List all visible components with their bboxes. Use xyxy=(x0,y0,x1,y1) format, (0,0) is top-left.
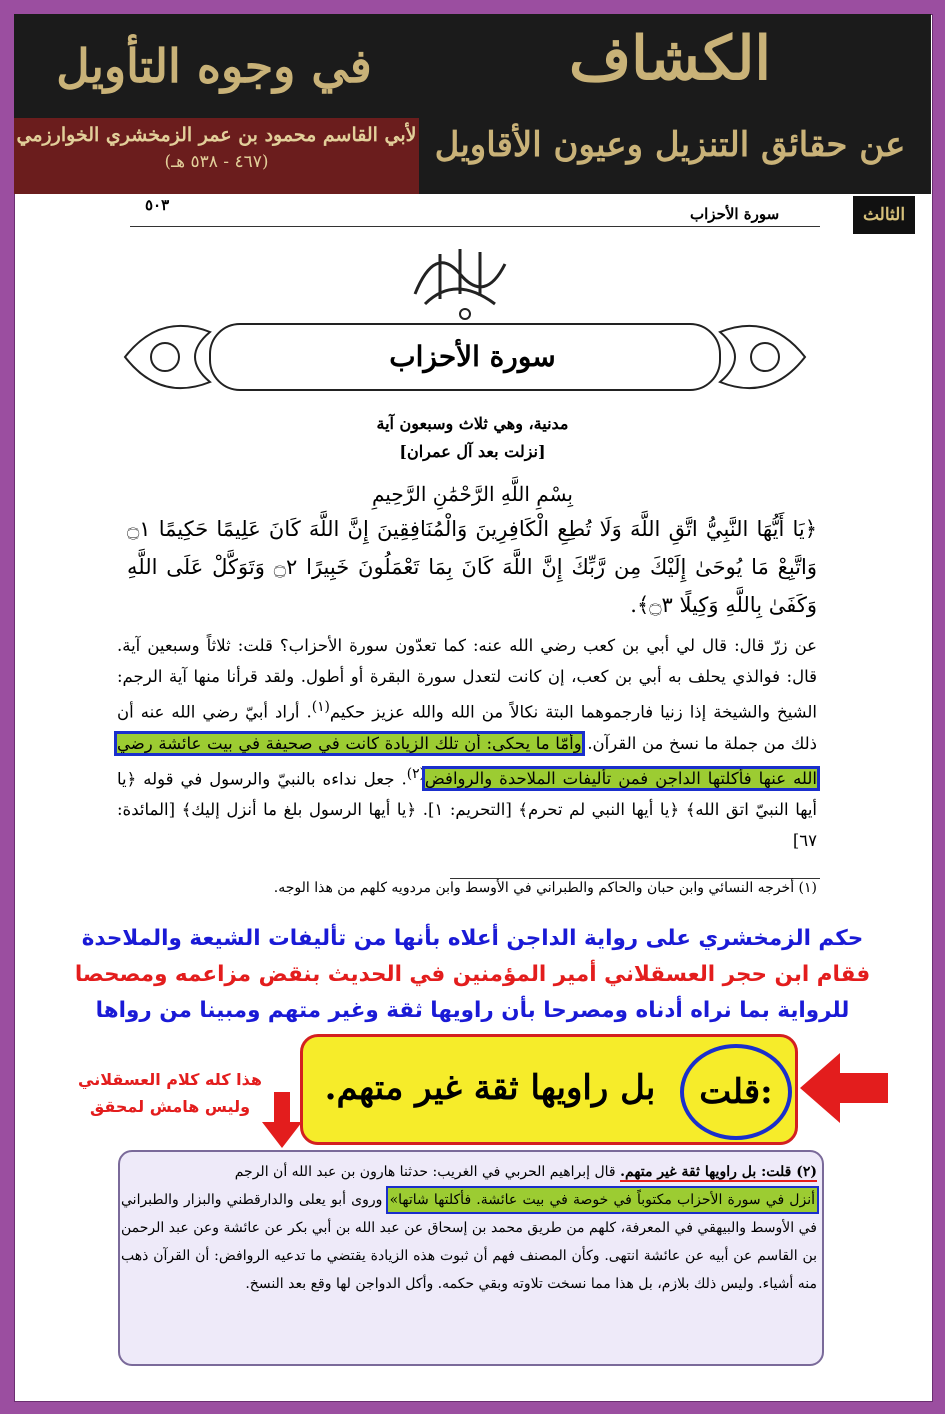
commentary-line-3: للرواية بما نراه أدناه ومصرحا بأن راويها ثقة وغير متهم ومبينا من رواها xyxy=(95,998,850,1023)
note-2 xyxy=(121,1158,817,1298)
header-rule xyxy=(130,226,820,227)
body-paragraph-2: . جعل نداءه بالنبيّ والرسول في قوله ﴿يا أيها النبيّ اتق الله﴾ ﴿يا أيها النبي لم تحرم﴾ [التحريم: ١]. ﴿يا أيها الرسول بلغ ما أنزل إليك﴾ [المائدة: ٦٧] xyxy=(117,769,817,850)
sura-revealed: [نزلت بعد آل عمران] xyxy=(399,442,546,461)
note-2-highlight: أنزل في سورة الأحزاب مكتوباً في خوصة في بيت عائشة. فأكلتها شاتها» xyxy=(388,1188,817,1212)
commentary-line-2: فقام ابن حجر العسقلاني أمير المؤمنين في الحديث بنقض مزاعمه ومصحصا xyxy=(74,962,871,987)
callout-statement: بل راويها ثقة غير متهم. xyxy=(324,1068,656,1108)
callout-qult-circle: قلت: xyxy=(680,1044,792,1140)
book-title-main: الكشاف xyxy=(568,24,772,94)
page-number: ٥٠٣ xyxy=(145,196,170,214)
body-paragraph-1b: . أراد أبيّ رضي الله عنه أن ذلك من جملة ما نسخ من القرآن. xyxy=(117,702,817,753)
side-note xyxy=(60,1066,280,1120)
arrow-left-icon xyxy=(800,1048,890,1128)
footnote-mark-1: (١) xyxy=(311,699,330,715)
author-years: (٤٦٧ - ٥٣٨ هـ) xyxy=(164,152,269,172)
side-note-line-1: هذا كله كلام العسقلاني xyxy=(78,1070,262,1089)
side-note-line-2: وليس هامش لمحقق xyxy=(89,1097,251,1116)
sura-intro: مدنية، وهي ثلاث وسبعون آية xyxy=(376,414,569,433)
tafsir-body xyxy=(117,630,817,856)
footnote-rule xyxy=(450,878,820,879)
note-2-label: (٢) قلت: بل راويها ثقة غير متهم. xyxy=(620,1164,817,1180)
footnote-1: (١) أخرجه النسائي وابن حبان والحاكم والطبراني في الأوسط وابن مردويه كلهم من هذا الوجه. xyxy=(273,880,817,896)
running-head: سورة الأحزاب xyxy=(690,205,780,223)
book-title-secondary: في وجوه التأويل xyxy=(56,39,372,93)
footnote-mark-2: (٢) xyxy=(406,765,425,782)
book-subtitle: عن حقائق التنزيل وعيون الأقاويل xyxy=(434,125,906,165)
highlighted-passage: وأمّا ما يحكى: أن تلك الزيادة كانت في صحيفة في بيت عائشة رضي الله عنها فأكلتها الداجن فمن تأليفات الملاحدة والروافض xyxy=(117,733,817,788)
note-2-text-2: وروى أبو يعلى والدارقطني والبزار والطبراني في الأوسط والبيهقي في المعرفة، كلهم من طريق محمد بن إسحاق عن عبد الله بن أبي بكر عن عائشة وعن عبد الرحمن بن القاسم عن أبيه عن عائشة انتهى. وكأن المصنف فهم أن ثبوت هذه الزيادة يقتضي ما تدعيه الروافض: أن القرآن ذهب منه أشياء. وليس ذلك بلازم، بل هذا مما نسخت تلاوته وبقي حكمه. وأكل الدواجن لها وقع بعد النسخ. xyxy=(121,1192,817,1292)
note-2-text-1: قال إبراهيم الحربي في الغريب: حدثنا هارون بن عبد الله أن الرجم xyxy=(234,1164,621,1180)
author-box xyxy=(14,118,419,194)
basmala-line: بِسْمِ اللَّهِ الرَّحْمَٰنِ الرَّحِيمِ xyxy=(371,482,573,506)
arrow-down-icon xyxy=(262,1092,302,1148)
author-name: لأبي القاسم محمود بن عمر الزمخشري الخوارزمي xyxy=(16,124,417,146)
sura-title: سورة الأحزاب xyxy=(389,340,556,373)
commentary-line-1: حكم الزمخشري على رواية الداجن أعلاه بأنها من تأليفات الشيعة والملاحدة xyxy=(81,926,864,951)
body-paragraph-1: عن زرّ قال: قال لي أبي بن كعب رضي الله عنه: كما تعدّون سورة الأحزاب؟ قلت: ثلاثاً وسبعين آية. قال: فوالذي يحلف به أبي بن كعب، إن كانت لتعدل سورة البقرة أو أطول. ولقد قرأنا منها آية الرجم: الشيخ والشيخة إذا زنيا فارجموهما البتة نكالاً من الله والله عزيز حكيم xyxy=(117,636,818,722)
basmala-calligraphy-icon xyxy=(405,234,515,324)
quran-verses: ﴿يَا أَيُّهَا النَّبِيُّ اتَّقِ اللَّهَ وَلَا تُطِعِ الْكَافِرِينَ وَالْمُنَافِقِينَ إِنَّ اللَّهَ كَانَ عَلِيمًا حَكِيمًا ۝١ وَاتَّبِعْ مَا يُوحَىٰ إِلَيْكَ مِن رَّبِّكَ إِنَّ اللَّهَ كَانَ بِمَا تَعْمَلُونَ خَبِيرًا ۝٢ وَتَوَكَّلْ عَلَى اللَّهِ وَكَفَىٰ بِاللَّهِ وَكِيلًا ۝٣﴾. xyxy=(127,517,817,617)
volume-badge: الثالث xyxy=(853,196,915,234)
